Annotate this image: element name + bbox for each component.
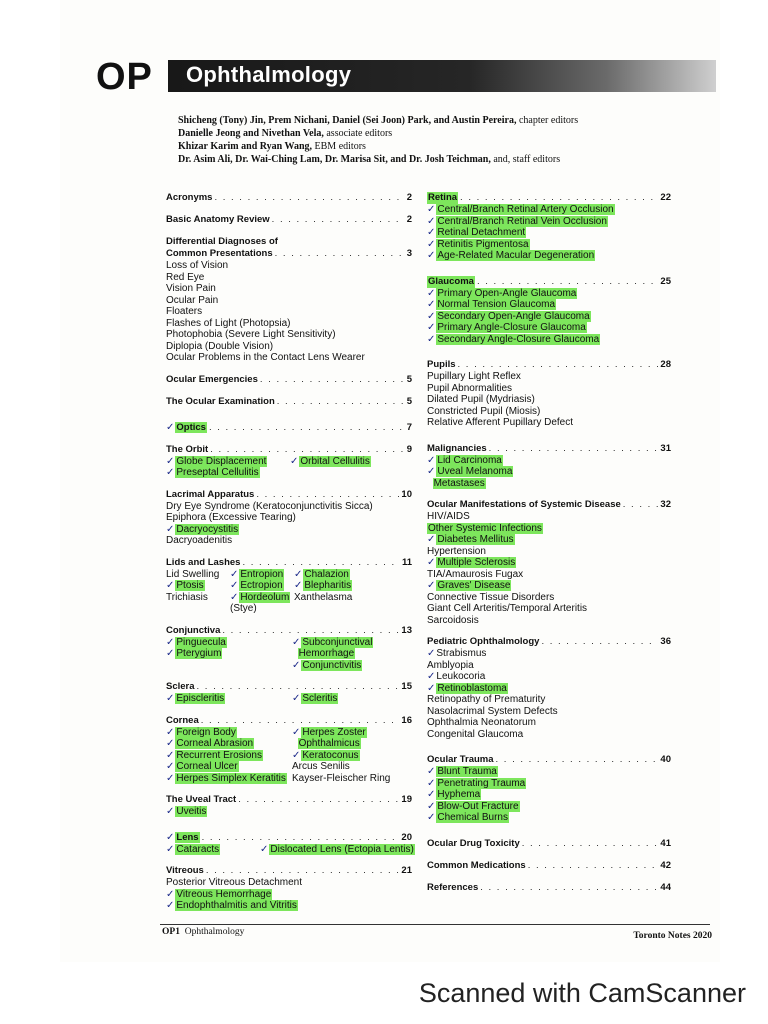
toc-title: Ocular Emergencies: [166, 373, 258, 385]
toc-entry-pediatric: [427, 636, 671, 648]
list-item: ✓ Uveal Melanoma: [427, 466, 513, 477]
toc-page: 2: [406, 214, 412, 225]
toc-page: 21: [401, 865, 412, 876]
checkmark-icon: ✓: [290, 455, 299, 467]
list-item: ✓ Central/Branch Retinal Vein Occlusion: [427, 215, 607, 227]
toc-section-sclera: [166, 681, 412, 705]
toc-title: The Ocular Examination: [166, 395, 275, 407]
toc-page: 13: [401, 624, 412, 636]
list-item: ✓ Entropion: [230, 568, 284, 580]
toc-entry-ddx: [166, 248, 412, 260]
list-item: Ocular Pain: [166, 294, 219, 306]
leader-dots: [528, 860, 659, 872]
chapter-editors-role: chapter editors: [518, 115, 579, 126]
list-item: Diplopia (Double Vision): [166, 340, 274, 352]
toc-page: 2: [406, 192, 412, 203]
leader-dots: [242, 557, 400, 569]
toc-entry-uveal: [166, 794, 412, 806]
list-item: Posterior Vitreous Detachment: [166, 877, 302, 888]
toc-section-pediatric: [427, 636, 671, 740]
checkmark-icon: ✓: [427, 466, 436, 477]
list-item: ✓Leukocoria: [427, 671, 486, 682]
list-item: Red Eye: [166, 271, 205, 283]
footer-edition: Toronto Notes 2020: [633, 931, 712, 941]
checkmark-icon: ✓: [427, 238, 436, 250]
list-item: Vision Pain: [166, 283, 216, 294]
checkmark-icon: ✓: [230, 591, 239, 603]
checkmark-icon: ✓: [427, 648, 436, 659]
staff-editors-line: [178, 153, 678, 166]
staff-editors-role: and, staff editors: [493, 154, 561, 165]
leader-dots: [202, 832, 400, 844]
associate-editors-line: [178, 127, 678, 140]
list-item: Arcus Senilis: [292, 761, 350, 772]
list-item: ✓ Secondary Angle-Closure Glaucoma: [427, 333, 600, 345]
associate-editors-role: associate editors: [326, 128, 393, 139]
footer-page-code: OP1: [162, 927, 180, 937]
toc-entry-lens: [166, 832, 412, 844]
list-item: Floaters: [166, 306, 203, 317]
list-item: ✓ Cataracts: [166, 843, 220, 855]
list-item: ✓ Age-Related Macular Degeneration: [427, 250, 595, 261]
list-item: ✓ Dislocated Lens (Ectopia Lentis): [260, 843, 414, 855]
checkmark-icon: ✓: [427, 800, 436, 812]
toc-entry-systemic: [427, 499, 671, 511]
list-item: ✓ Endophthalmitis and Vitritis: [166, 900, 297, 911]
list-item: Ocular Problems in the Contact Lens Wearer: [166, 352, 365, 363]
toc-page: 10: [401, 488, 412, 500]
list-item: Amblyopia: [427, 659, 474, 671]
footer-running-head: [162, 927, 244, 937]
scanner-watermark: Scanned with CamScanner: [418, 978, 746, 1008]
toc-entry-anatomy: [166, 214, 412, 226]
chapter-banner: [168, 60, 716, 92]
list-item: ✓ Blow-Out Fracture: [427, 800, 519, 812]
toc-entry-pupils: [427, 359, 671, 371]
checkmark-icon: ✓: [294, 580, 303, 591]
list-item: Hypertension: [427, 545, 486, 557]
list-item: Dilated Pupil (Mydriasis): [427, 394, 535, 405]
toc-section-conjunctiva: [166, 625, 412, 672]
checkmark-icon: ✓: [292, 749, 301, 761]
checkmark-icon: ✓: [427, 454, 436, 466]
chapter-title: Ophthalmology: [186, 62, 352, 87]
chapter-editors-names: Shicheng (Tony) Jin, Prem Nichani, Daniel (Sei Joon) Park, and Austin Pereira,: [178, 115, 517, 126]
list-item: ✓ Secondary Open-Angle Glaucoma: [427, 310, 590, 322]
list-item: ✓Strabismus: [427, 648, 487, 659]
checkmark-icon: ✓: [292, 693, 301, 704]
footer-divider: [160, 924, 710, 925]
toc-entry-orbit: [166, 444, 412, 456]
toc-title: The Orbit: [166, 443, 209, 455]
toc-page: 20: [401, 831, 412, 843]
list-item: ✓ Hordeolum: [230, 591, 290, 603]
toc-section-trauma: [427, 754, 671, 824]
leader-dots: [480, 882, 658, 894]
list-item: Pupillary Light Reflex: [427, 371, 521, 382]
leader-dots: [275, 248, 405, 260]
toc-title: Ocular Trauma: [427, 754, 494, 765]
toc-entry-medications: [427, 860, 671, 872]
leader-dots: [541, 636, 658, 648]
toc-title: Malignancies: [427, 442, 487, 454]
checkmark-icon: ✓: [166, 523, 175, 535]
list-item: Flashes of Light (Photopsia): [166, 317, 291, 329]
toc-entry-toxicity: [427, 838, 671, 850]
chapter-editors-line: [178, 114, 678, 127]
list-item: Dacryoadenitis: [166, 535, 233, 546]
list-item: ✓ Retinal Detachment: [427, 227, 526, 238]
toc-page: 42: [660, 859, 671, 871]
list-item: Kayser-Fleischer Ring: [292, 772, 391, 784]
list-item: ✓ Dacryocystitis: [166, 523, 239, 535]
toc-page: 31: [660, 442, 671, 454]
list-item: ✓ Pterygium: [166, 648, 222, 659]
checkmark-icon: ✓: [292, 659, 301, 671]
list-item: ✓ Pinguecula: [166, 636, 226, 648]
list-item: ✓ Episcleritis: [166, 693, 225, 704]
toc-section-lids: [166, 557, 412, 615]
list-item: Lid Swelling: [166, 568, 220, 580]
checkmark-icon: ✓: [166, 888, 175, 900]
checkmark-icon: ✓: [427, 812, 436, 823]
checkmark-icon: ✓: [427, 580, 436, 591]
toc-section-retina: [427, 192, 671, 262]
toc-page: 11: [401, 556, 412, 568]
list-item: Ophthalmicus: [298, 738, 360, 749]
toc-entry-conjunctiva: [166, 625, 412, 637]
toc-section-uveal: [166, 794, 412, 818]
checkmark-icon: ✓: [427, 789, 436, 800]
list-item: Constricted Pupil (Miosis): [427, 405, 541, 417]
checkmark-icon: ✓: [166, 900, 175, 911]
toc-section-lens: [166, 832, 412, 856]
checkmark-icon: ✓: [260, 843, 269, 855]
list-item: ✓ Multiple Sclerosis: [427, 557, 516, 568]
list-item: ✓ Ectropion: [230, 580, 283, 591]
toc-entry-references: [427, 882, 671, 894]
leader-dots: [272, 214, 405, 226]
toc-title: Basic Anatomy Review: [166, 214, 270, 225]
list-item: ✓ Orbital Cellulitis: [290, 455, 370, 467]
toc-title: Common Medications: [427, 859, 526, 871]
list-item: HIV/AIDS: [427, 511, 470, 522]
checkmark-icon: ✓: [166, 831, 175, 843]
toc-right-column: [427, 192, 671, 894]
checkmark-icon: ✓: [166, 806, 175, 817]
toc-title: Acronyms: [166, 192, 213, 203]
toc-section-glaucoma: [427, 276, 671, 346]
toc-entry-glaucoma: [427, 276, 671, 288]
list-item: ✓ Herpes Simplex Keratitis: [166, 772, 286, 784]
list-item: ✓ Corneal Ulcer: [166, 761, 238, 772]
checkmark-icon: ✓: [427, 322, 436, 333]
toc-page: 16: [401, 714, 412, 726]
toc-title: Pediatric Ophthalmology: [427, 636, 540, 647]
checkmark-icon: ✓: [427, 682, 436, 694]
list-item: ✓ Scleritis: [292, 693, 338, 704]
toc-left-column: [166, 192, 412, 912]
list-item: ✓ Subconjunctival: [292, 636, 373, 648]
ebm-editors-names: Khizar Karim and Ryan Wang,: [178, 141, 313, 152]
toc-title: Conjunctiva: [166, 624, 221, 636]
list-item: ✓ Foreign Body: [166, 726, 236, 738]
toc-title: Cornea: [166, 714, 199, 726]
list-item: ✓ Globe Displacement: [166, 455, 267, 467]
leader-dots: [256, 489, 399, 501]
list-item: Other Systemic Infections: [428, 522, 542, 534]
toc-page: 41: [660, 837, 671, 849]
list-item: Sarcoidosis: [427, 614, 479, 626]
checkmark-icon: ✓: [166, 726, 175, 738]
toc-title: Optics: [176, 421, 206, 433]
checkmark-icon: ✓: [427, 534, 436, 545]
list-item: Nasolacrimal System Defects: [427, 705, 558, 717]
toc-entry-malignancies: [427, 443, 671, 455]
toc-page: 3: [406, 248, 412, 259]
leader-dots: [496, 754, 659, 766]
toc-title: Retina: [428, 192, 458, 203]
checkmark-icon: ✓: [166, 455, 175, 467]
toc-title: References: [427, 881, 479, 893]
checkmark-icon: ✓: [166, 749, 175, 761]
list-item: (Stye): [230, 603, 257, 614]
leader-dots: [477, 276, 658, 288]
checkmark-icon: ✓: [427, 333, 436, 345]
toc-page: 22: [660, 192, 671, 203]
list-item: ✓ Vitreous Hemorrhage: [166, 888, 272, 900]
toc-title: Pupils: [427, 359, 456, 370]
checkmark-icon: ✓: [166, 421, 175, 433]
toc-section-orbit: [166, 444, 412, 479]
list-item: ✓ Normal Tension Glaucoma: [427, 299, 556, 310]
list-item: ✓ Keratoconus: [292, 749, 359, 761]
checkmark-icon: ✓: [427, 310, 436, 322]
list-item: ✓ Uveitis: [166, 806, 207, 817]
checkmark-icon: ✓: [427, 250, 436, 261]
leader-dots: [238, 794, 399, 806]
toc-entry-emergencies: [166, 374, 412, 386]
list-item: ✓ Conjunctivitis: [292, 659, 362, 671]
staff-editors-names: Dr. Asim Ali, Dr. Wai-Ching Lam, Dr. Marisa Sit, and Dr. Josh Teichman,: [178, 154, 491, 165]
list-item: Trichiasis: [166, 591, 208, 603]
checkmark-icon: ✓: [166, 761, 175, 772]
checkmark-icon: ✓: [427, 777, 436, 789]
ebm-editors-line: [178, 140, 678, 153]
toc-title: Lids and Lashes: [166, 556, 241, 568]
leader-dots: [489, 443, 659, 455]
list-item: ✓ Blunt Trauma: [427, 766, 497, 777]
checkmark-icon: ✓: [427, 287, 436, 299]
list-item: Congenital Glaucoma: [427, 728, 524, 740]
list-item: ✓ Herpes Zoster: [292, 726, 366, 738]
list-item: ✓ Primary Angle-Closure Glaucoma: [427, 322, 586, 333]
toc-title: Lacrimal Apparatus: [166, 488, 255, 500]
toc-title: Ocular Manifestations of Systemic Disease: [427, 499, 621, 510]
list-item: [294, 603, 374, 615]
checkmark-icon: ✓: [427, 299, 436, 310]
checkmark-icon: ✓: [230, 580, 239, 591]
toc-entry-cornea: [166, 715, 412, 727]
list-item: Metastases: [433, 477, 485, 489]
list-item: Xanthelasma: [294, 591, 353, 603]
list-item: ✓ Central/Branch Retinal Artery Occlusion: [427, 204, 614, 215]
list-item: Retinopathy of Prematurity: [427, 694, 546, 705]
associate-editors-names: Danielle Jeong and Nivethan Vela,: [178, 128, 324, 139]
toc-entry-exam: [166, 396, 412, 408]
leader-dots: [623, 499, 659, 511]
checkmark-icon: ✓: [166, 636, 175, 648]
list-item: Relative Afferent Pupillary Defect: [427, 417, 574, 428]
leader-dots: [209, 422, 405, 434]
leader-dots: [197, 681, 400, 693]
toc-title: Glaucoma: [428, 275, 474, 287]
toc-page: 5: [406, 373, 412, 385]
toc-section-lacrimal: [166, 489, 412, 547]
checkmark-icon: ✓: [427, 557, 436, 568]
toc-entry-lacrimal: [166, 489, 412, 501]
chapter-code: OP: [96, 56, 153, 98]
list-item: ✓ Blepharitis: [294, 580, 352, 591]
list-item: ✓ Retinoblastoma: [427, 682, 507, 694]
list-item: ✓ Graves' Disease: [427, 580, 511, 591]
toc-section-vitreous: [166, 865, 412, 912]
checkmark-icon: ✓: [166, 843, 175, 855]
toc-title: Ocular Drug Toxicity: [427, 837, 520, 849]
checkmark-icon: ✓: [166, 738, 175, 749]
list-item: Loss of Vision: [166, 260, 229, 271]
toc-title: Sclera: [166, 681, 195, 692]
toc-section-systemic: [427, 499, 671, 626]
leader-dots: [458, 359, 659, 371]
list-item: Hemorrhage: [298, 648, 355, 659]
leader-dots: [522, 838, 659, 850]
toc-title: The Uveal Tract: [166, 794, 237, 805]
toc-page: 15: [401, 681, 412, 692]
list-item: Ophthalmia Neonatorum: [427, 717, 536, 728]
list-item: Giant Cell Arteritis/Temporal Arteritis: [427, 603, 588, 614]
list-item: Dry Eye Syndrome (Keratoconjunctivitis Sicca): [166, 500, 373, 512]
list-item: Epiphora (Excessive Tearing): [166, 512, 296, 523]
leader-dots: [210, 444, 404, 456]
leader-dots: [260, 374, 405, 386]
checkmark-icon: ✓: [166, 693, 175, 704]
toc-page: 5: [406, 395, 412, 407]
toc-title: Lens: [176, 831, 199, 843]
list-item: Pupil Abnormalities: [427, 382, 513, 394]
leader-dots: [222, 625, 399, 637]
toc-entry-optics: [166, 422, 412, 434]
list-item: ✓ Chemical Burns: [427, 812, 508, 823]
list-item: ✓ Lid Carcinoma: [427, 454, 502, 466]
toc-section-ddx: [166, 236, 412, 364]
leader-dots: [206, 865, 400, 877]
checkmark-icon: ✓: [166, 648, 175, 659]
ebm-editors-role: EBM editors: [314, 141, 366, 152]
checkmark-icon: ✓: [292, 636, 301, 648]
checkmark-icon: ✓: [427, 215, 436, 227]
list-item: ✓ Primary Open-Angle Glaucoma: [427, 287, 577, 299]
toc-entry-lids: [166, 557, 412, 569]
checkmark-icon: ✓: [166, 772, 175, 784]
toc-page: 32: [660, 499, 671, 510]
list-item: ✓ Ptosis: [166, 580, 204, 591]
list-item: [166, 603, 228, 615]
toc-page: 36: [660, 636, 671, 647]
toc-section-pupils: [427, 359, 671, 429]
checkmark-icon: ✓: [294, 568, 303, 580]
toc-page: 25: [660, 275, 671, 287]
editors-block: [178, 114, 678, 166]
checkmark-icon: ✓: [230, 568, 239, 580]
toc-page: 19: [401, 794, 412, 805]
list-item: ✓ Hyphema: [427, 789, 481, 800]
list-item: ✓ Corneal Abrasion: [166, 738, 254, 749]
leader-dots: [214, 192, 404, 204]
leader-dots: [277, 396, 405, 408]
checkmark-icon: ✓: [427, 671, 436, 682]
toc-page: 7: [406, 421, 412, 433]
checkmark-icon: ✓: [427, 766, 436, 777]
toc-page: 44: [660, 881, 671, 893]
toc-page: 9: [406, 443, 412, 455]
list-item: ✓ Penetrating Trauma: [427, 777, 526, 789]
list-item: ✓ Diabetes Mellitus: [427, 534, 514, 545]
toc-entry-sclera: [166, 681, 412, 693]
toc-title-line1: Differential Diagnoses of: [166, 236, 278, 247]
leader-dots: [201, 715, 400, 727]
list-item: Photophobia (Severe Light Sensitivity): [166, 329, 336, 340]
list-item: [166, 660, 292, 672]
checkmark-icon: ✓: [292, 726, 301, 738]
checkmark-icon: ✓: [166, 580, 175, 591]
toc-entry-vitreous: [166, 865, 412, 877]
toc-title: Common Presentations: [166, 248, 273, 259]
toc-page: 40: [660, 754, 671, 765]
checkmark-icon: ✓: [427, 204, 436, 215]
checkmark-icon: ✓: [427, 227, 436, 238]
toc-entry-trauma: [427, 754, 671, 766]
toc-page: 28: [660, 359, 671, 370]
toc-entry-retina: [427, 192, 671, 204]
leader-dots: [460, 192, 658, 204]
list-item: ✓ Preseptal Cellulitis: [166, 467, 259, 478]
footer-chapter: Ophthalmology: [184, 927, 245, 937]
list-item: ✓ Retinitis Pigmentosa: [427, 238, 529, 250]
checkmark-icon: ✓: [166, 467, 175, 478]
toc-title: Vitreous: [166, 865, 204, 876]
toc-section-malignancies: [427, 443, 671, 490]
list-item: TIA/Amaurosis Fugax: [427, 568, 524, 580]
list-item: Connective Tissue Disorders: [427, 591, 555, 603]
toc-entry-acronyms: [166, 192, 412, 204]
list-item: ✓ Recurrent Erosions: [166, 749, 262, 761]
list-item: ✓ Chalazion: [294, 568, 349, 580]
toc-section-cornea: [166, 715, 412, 785]
